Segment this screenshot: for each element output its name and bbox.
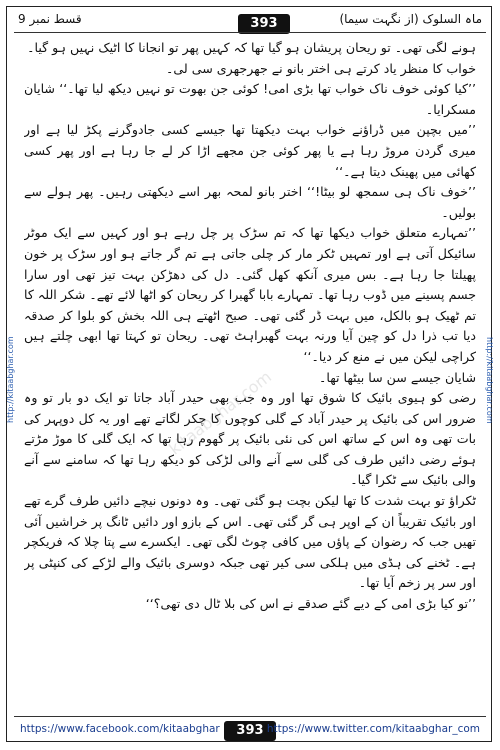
twitter-link[interactable]: https://www.twitter.com/kitaabghar_com [266,723,480,735]
page-footer [14,720,486,742]
footer-divider [14,716,486,717]
footer-page-number: 393 [224,721,276,741]
paragraph: ہونے لگی تھی۔ تو ریحان پریشان ہو گیا تھا کہ کہیں پھر تو انجانا کا اٹیک نہیں ہو گیا۔ [27,40,476,55]
paragraph: ’’خوف ناک ہی سمجھ لو بیٹا!‘‘ اختر بانو لمحہ بھر اسے دیکھتی رہیں۔ پھر ہولے سے بولیں۔ [24,184,476,220]
header-divider [14,32,486,33]
book-title: ماہ السلوک (از نگہت سیما) [339,12,482,26]
paragraph: شایان جیسے سن سا بیٹھا تھا۔ [319,369,476,385]
installment-label: قسط نمبر 9 [18,12,82,26]
paragraph: ’’میں بچپن میں ڈراؤنے خواب بہت دیکھتا تھا جیسے کسی جادوگرنے پکڑ لیا ہے اور میری گردن مروڑ رہا ہے یا پھر کوئی جن مجھے اڑا کر لے جا رہا ہے اور پھر کسی کھائی میں پھینک دیتا ہے۔‘‘ [24,122,476,179]
paragraph: ٹکراؤ تو بہت شدت کا تھا لیکن بچت ہو گئی تھی۔ وہ دونوں نیچے دائیں طرف گرے تھے اور بائیک تقریباً ان کے اوپر ہی گر گئی تھی۔ اس کے بازو اور دائیں ٹانگ پر خراشیں آئی تھیں جب کہ رضوان کے پاؤں میں کافی چوٹ لگی تھی۔ ایکسرے سے پتا چلا کہ فریکچر ہے۔ ٹخنے کی ہڈی میں ہلکی سی کیر تھی جبکہ دوسری بائیک والے لڑکے کی کنپٹی پر اور سر پر زخم آیا تھا۔ [24,493,476,591]
paragraph: خواب کا منظر یاد کرتے ہی اختر بانو نے جھرجھری سی لی۔ [166,60,476,76]
page-header [14,10,486,32]
facebook-link[interactable]: https://www.facebook.com/kitaabghar [20,723,220,735]
side-url-right[interactable]: http://kitaabghar.com [485,336,494,424]
paragraph: ’’تمہارے متعلق خواب دیکھا تھا کہ تم سڑک پر چل رہے ہو اور کہیں سے ایک موٹر سائیکل آتی ہے اور تمہیں ٹکر مار کر چلی جاتی ہے تم گر جاتے ہو اور سڑک پر خون پھیلتا جا رہا ہے۔ بس میری آنکھ کھل گئی۔ دل کی دھڑکن بہت تیز تھی اور سارا جسم پسینے میں ڈوب رہا تھا۔ تمہارے بابا گھبرا کر ریحان کو اٹھا لائے تھے۔ شکر اللہ کا تم ٹھیک ہو بالکل، میں بہت ڈر گئی تھی۔ صبح اٹھتے ہی اللہ بخش کو بلوا کر صدقہ دیا تب ذرا دل کو چین آیا ورنہ بہت گھبراہٹ تھی۔ ریحان تو کہتا تھا ابھی چلتے ہیں کراچی لیکن میں نے منع کر دیا۔‘‘ [24,225,476,364]
paragraph: ’’کیا کوئی خوف ناک خواب تھا بڑی امی! کوئی جن بھوت تو نہیں دیکھ لیا تھا۔‘‘ شایان مسکرایا۔ [24,81,476,117]
page-number-badge: 393 [238,14,290,34]
paragraph: ’’تو کیا بڑی امی کے دیے گئے صدقے نے اس کی بلا ٹال دی تھی؟‘‘ [145,596,476,612]
side-url-left[interactable]: http://kitaabghar.com [6,336,15,424]
watermark: kitaabghar.com [165,367,275,459]
story-text [24,38,476,710]
paragraph: رضی کو ہیوی بائیک کا شوق تھا اور وہ جب بھی حیدر آباد جاتا تو ایک دو بار تو وہ ضرور اس کی بائیک پر حیدر آباد کے گلی کوچوں کا چکر لگاتے تھے اور یہ کل دوپہر کی بات تھی وہ اس کے ساتھ اس کی نئی بائیک پر گھوم رہا تھا کہ ایک گلی کا موڑ مڑتے ہوئے رضی دائیں طرف کی گلی سے آنے والی لڑکی کو دیکھ رہا تھا کہ سامنے سے آنے والی بائیک سے ٹکرا گیا۔ [24,390,476,488]
